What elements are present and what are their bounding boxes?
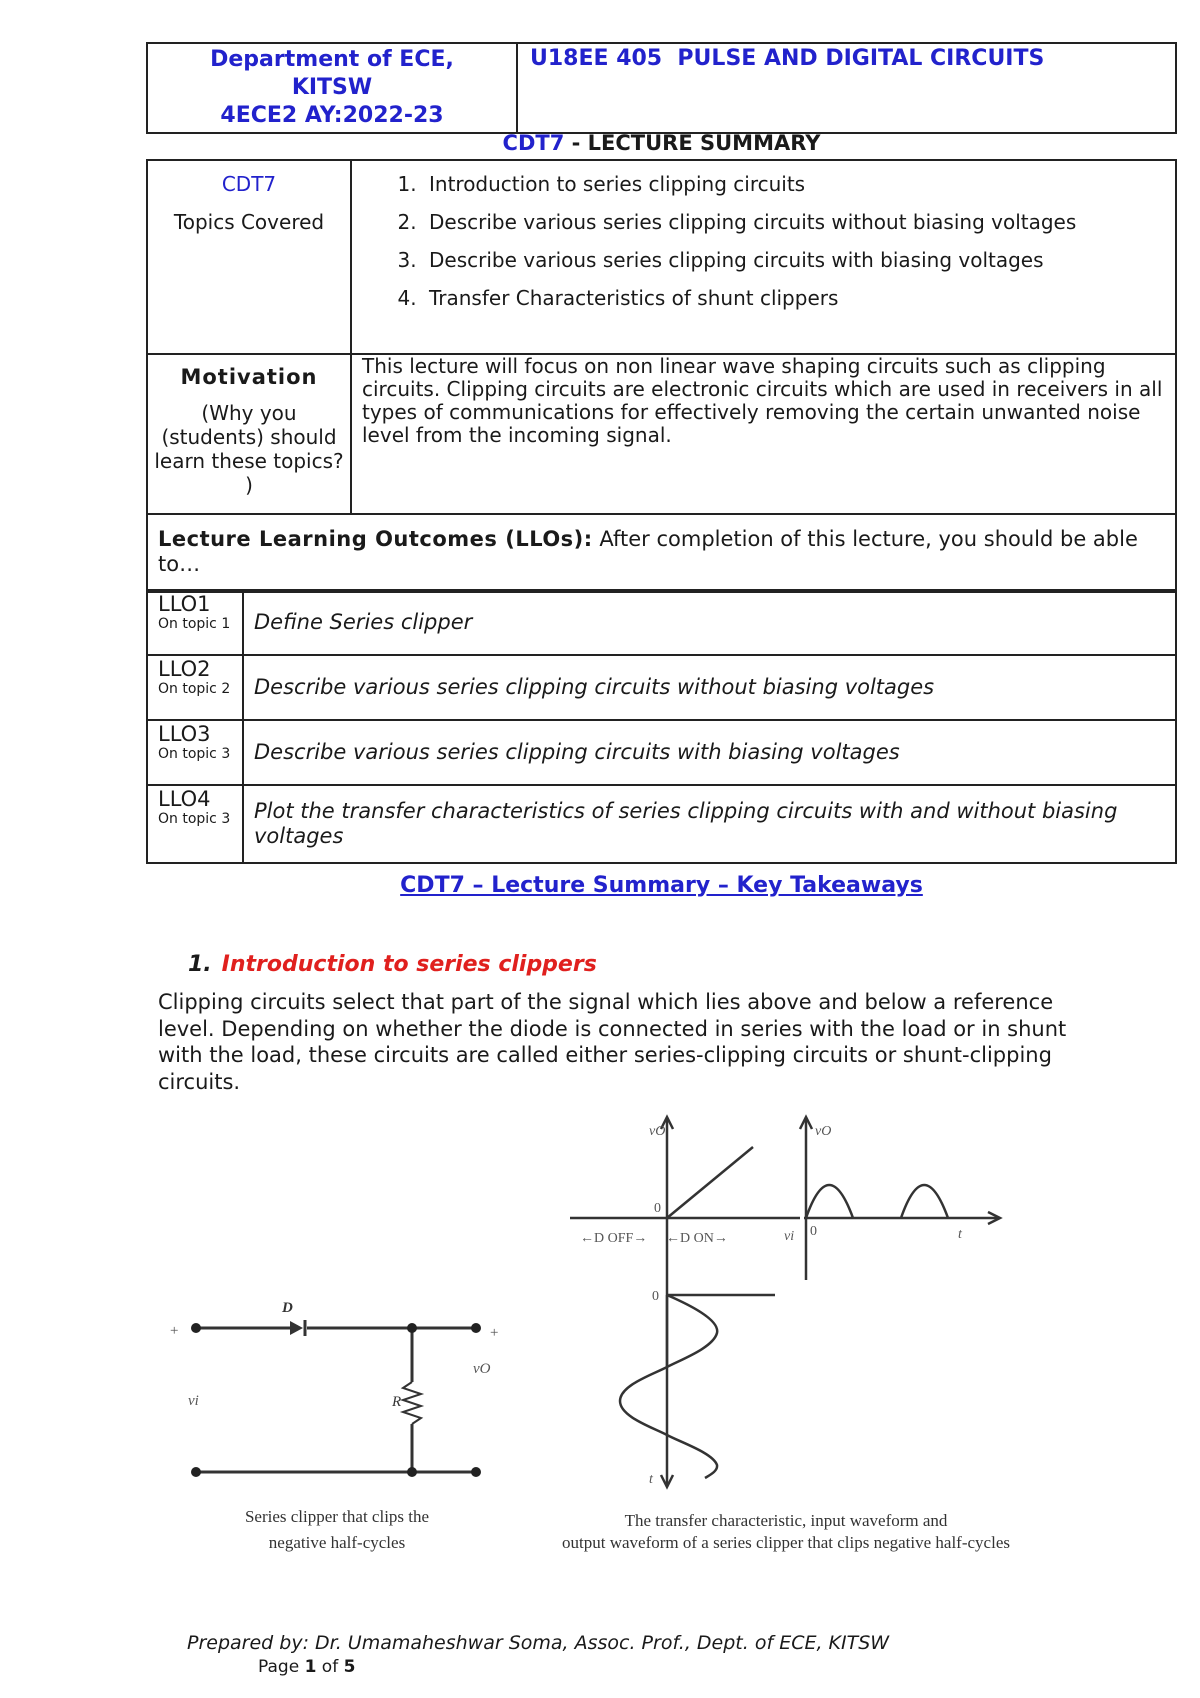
topics-code: CDT7: [221, 172, 277, 196]
terminal-dot: [191, 1467, 201, 1477]
topic-item: 2. Describe various series clipping circuits without biasing voltages: [423, 209, 1174, 235]
diode-label: D: [282, 1300, 293, 1316]
iw-t-label: t: [649, 1472, 653, 1487]
motivation-subtitle: (Why you (students) should learn these topics? ): [154, 401, 344, 497]
llo-id-cell: [147, 785, 243, 863]
ow-zero-label: 0: [810, 1224, 817, 1239]
llo-topic: On topic 3: [158, 746, 231, 762]
course-cell: [517, 43, 1176, 133]
circuit-caption-line: negative half-cycles: [268, 1533, 406, 1552]
ow-vo-label: vO: [815, 1124, 832, 1139]
iw-zero-label: 0: [652, 1289, 659, 1304]
course-title: U18EE 405 PULSE AND DIGITAL CIRCUITS: [530, 46, 1045, 71]
institute-name: KITSW: [291, 75, 373, 100]
motivation-title: Motivation: [180, 365, 318, 389]
tc-zero-label: 0: [654, 1201, 661, 1216]
llo-text: Describe various series clipping circuits with biasing voltages: [243, 720, 1176, 785]
header-table: [146, 42, 1177, 134]
llo-id-cell: [147, 590, 243, 655]
input-plus-label: +: [170, 1323, 179, 1339]
page-label: Page: [258, 1657, 305, 1677]
ow-t-label: t: [958, 1227, 962, 1242]
d-off-label: ←D OFF→: [580, 1231, 648, 1246]
section-heading: [188, 952, 597, 977]
topics-table: [146, 159, 1177, 593]
resistor-symbol: [403, 1382, 421, 1424]
prepared-by: Prepared by: Dr. Umamaheshwar Soma, Assoc. Prof., Dept. of ECE, KITSW: [187, 1632, 890, 1654]
summary-title: [146, 131, 1177, 155]
topics-label-cell: [147, 160, 351, 354]
page-number: [258, 1657, 355, 1677]
llo-id: LLO1: [158, 592, 211, 616]
llo-text: Describe various series clipping circuits without biasing voltages: [243, 655, 1176, 720]
topic-item: 3. Describe various series clipping circuits with biasing voltages: [423, 247, 1174, 273]
diode-symbol: [290, 1321, 303, 1335]
topics-label: Topics Covered: [173, 210, 325, 234]
llo-table: [146, 589, 1177, 864]
llo-id: LLO2: [158, 657, 211, 681]
output-plus-label: +: [490, 1325, 499, 1341]
llo-text: Define Series clipper: [243, 590, 1176, 655]
llo-topic: On topic 1: [158, 616, 231, 632]
summary-code: CDT7: [502, 131, 565, 155]
topic-item: 1. Introduction to series clipping circuits: [423, 171, 1174, 197]
llo-id-cell: [147, 720, 243, 785]
terminal-dot: [471, 1467, 481, 1477]
tc-vo-label: vO: [649, 1124, 666, 1139]
summary-title-rest: - LECTURE SUMMARY: [564, 131, 821, 155]
llo-intro-bold: Lecture Learning Outcomes (LLOs):: [158, 527, 593, 551]
input-voltage-label: vi: [188, 1393, 199, 1409]
input-waveform: [620, 1295, 775, 1487]
section-number: 1.: [188, 952, 212, 977]
llo-intro-rest: After completion of this lecture, you should be able to…: [158, 527, 1138, 576]
graph-caption-line: output waveform of a series clipper that clips negative half-cycles: [562, 1533, 1010, 1552]
llo-topic: On topic 2: [158, 681, 231, 697]
page-current: 1: [304, 1657, 317, 1677]
page-of: of: [316, 1657, 344, 1677]
ow-half-cycle: [806, 1185, 853, 1218]
circuit-caption-line: Series clipper that clips the: [244, 1507, 430, 1526]
d-on-label: ←D ON→: [666, 1231, 728, 1246]
output-waveform: [800, 1117, 1000, 1280]
ow-half-cycle: [901, 1185, 948, 1218]
takeaways-title: CDT7 – Lecture Summary – Key Takeaways: [400, 873, 923, 898]
motivation-label-cell: [147, 354, 351, 514]
motivation-text: This lecture will focus on non linear wave shaping circuits such as clipping circuits. Clipping circuits are electronic circuits which are used in receivers in all types of communications for effectively removing the certain unwanted noise level from the incoming signal.: [362, 354, 1163, 447]
tc-vi-label: vi: [784, 1229, 795, 1244]
llo-id: LLO3: [158, 722, 211, 746]
graph-caption-line: The transfer characteristic, input waveform and: [624, 1511, 948, 1530]
llo-topic: On topic 3: [158, 811, 231, 827]
llo-text: Plot the transfer characteristics of series clipping circuits with and without biasing voltages: [243, 785, 1176, 863]
terminal-dot: [471, 1323, 481, 1333]
topics-list: [353, 171, 1174, 311]
llo-id: LLO4: [158, 787, 211, 811]
motivation-text-cell: [351, 354, 1176, 514]
circuit-diagram: [196, 1328, 476, 1472]
section-body: Clipping circuits select that part of the signal which lies above and below a reference level. Depending on whether the diode is connected in series with the load or in shunt with the load, these circuits are called either series-clipping circuits or shunt-clipping circuits.: [158, 990, 1067, 1094]
topics-list-cell: [351, 160, 1176, 354]
terminal-dot: [191, 1323, 201, 1333]
llo-intro-cell: [147, 514, 1176, 592]
class-year: 4ECE2 AY:2022-23: [220, 103, 444, 128]
output-voltage-label: vO: [473, 1361, 491, 1377]
section-title: Introduction to series clippers: [221, 952, 597, 977]
department-name: Department of ECE,: [210, 47, 454, 72]
node-dot: [407, 1467, 417, 1477]
department-cell: [147, 43, 517, 133]
resistor-label: R: [392, 1394, 402, 1410]
iw-sine: [620, 1295, 717, 1478]
node-dot: [407, 1323, 417, 1333]
tc-curve: [667, 1147, 753, 1218]
topic-item: 4. Transfer Characteristics of shunt clippers: [423, 285, 1174, 311]
series-clipper-figure: [160, 1105, 1040, 1555]
page-total: 5: [343, 1657, 356, 1677]
llo-id-cell: [147, 655, 243, 720]
